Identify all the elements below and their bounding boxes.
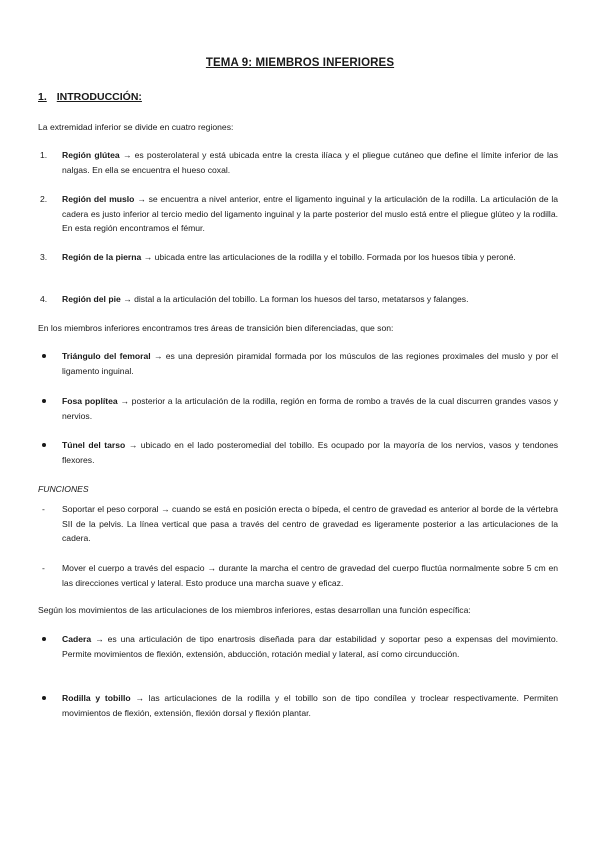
list-item-region-leg [40, 250, 558, 265]
description: es una articulación de tipo enartrosis diseñada para dar estabilidad y soportar peso a expensas del movimiento. Permite movimientos de flexión, extensión, abducción, rotación medial y lateral, así como circunducción. [62, 634, 558, 659]
description: es una depresión piramidal formada por los músculos de las regiones proximales del muslo y por el ligamento inguinal. [62, 351, 558, 376]
section-number: 1. [38, 91, 47, 103]
description: cuando se está en posición erecta o bípeda, el centro de gravedad es anterior al borde de la vértebra SII de la pelvis. La línea vertical que pasa a través del centro de gravedad es ligeramente posterior a las articulaciones de la cadera. [62, 504, 559, 543]
section-title: INTRODUCCIÓN: [56, 91, 142, 103]
arrow-icon: → [207, 563, 216, 573]
section-heading [38, 91, 142, 103]
description: posterior a la articulación de la rodilla, región en forma de rombo a través de la cual discurren grandes vasos y nervios. [62, 396, 558, 421]
arrow-icon: → [123, 294, 132, 304]
list-number: 2. [40, 194, 48, 204]
description: durante la marcha el centro de gravedad del cuerpo fluctúa normalmente sobre 5 cm en las direcciones vertical y lateral. Esto produce una marcha suave y eficaz. [62, 563, 559, 588]
description: es posterolateral y está ubicada entre la cresta ilíaca y el pliegue cutáneo que define el límite inferior de las nalgas. En ella se encuentra el hueso coxal. [62, 150, 559, 175]
functions-heading: FUNCIONES [38, 484, 89, 494]
list-number: 4. [40, 294, 48, 304]
arrow-icon: → [120, 396, 129, 406]
arrow-icon: → [128, 440, 138, 450]
list-item-tarsal-tunnel [62, 438, 558, 467]
bullet-icon [42, 443, 46, 447]
term: Región del pie [62, 294, 121, 304]
list-item-femoral-triangle [62, 349, 558, 378]
term: Fosa poplítea [62, 396, 118, 406]
joints-intro-paragraph: Según los movimientos de las articulaciones de los miembros inferiores, estas desarrollan una función específica: [38, 605, 471, 615]
intro-paragraph: La extremidad inferior se divide en cuatro regiones: [38, 122, 234, 132]
term: Cadera [62, 634, 92, 644]
list-item-move-body [42, 561, 559, 590]
description: se encuentra a nivel anterior, entre el ligamento inguinal y la articulación de la rodilla. La articulación de la cadera es justo inferior al tercio medio del ligamento inguinal y la parte posterior del muslo está entre el pliegue glúteo y la rodilla. En esta región encontramos el fémur. [62, 194, 559, 233]
term: Región glútea [62, 150, 120, 160]
term: Región de la pierna [62, 252, 142, 262]
list-item-support-weight [42, 502, 559, 546]
term: Rodilla y tobillo [62, 693, 131, 703]
arrow-icon: → [161, 504, 170, 514]
list-item-region-thigh [40, 192, 559, 236]
description: ubicado en el lado posteromedial del tobillo. Es ocupado por la mayoría de los nervios, vasos y tendones flexores. [62, 440, 559, 465]
list-item-region-gluteal [40, 148, 559, 177]
term: Mover el cuerpo a través del espacio [62, 563, 205, 573]
arrow-icon: → [122, 150, 132, 160]
list-item-hip [62, 632, 558, 661]
bullet-icon [42, 696, 46, 700]
arrow-icon: → [95, 634, 104, 644]
term: Triángulo del femoral [62, 351, 151, 361]
list-item-knee-ankle [62, 691, 558, 720]
list-item-popliteal-fossa [62, 394, 558, 423]
description: las articulaciones de la rodilla y el tobillo son de tipo condílea y troclear respectivamente. Permiten movimientos de flexión, extensión, flexión dorsal y flexión plantar. [62, 693, 559, 718]
term: Soportar el peso corporal [62, 504, 159, 514]
description: ubicada entre las articulaciones de la rodilla y el tobillo. Formada por los huesos tibia y peroné. [154, 252, 516, 262]
bullet-icon [42, 637, 46, 641]
list-item-region-foot [40, 292, 558, 307]
document-title: TEMA 9: MIEMBROS INFERIORES [205, 57, 395, 69]
transition-intro-paragraph: En los miembros inferiores encontramos tres áreas de transición bien diferenciadas, que son: [38, 323, 394, 333]
bullet-icon [42, 399, 46, 403]
list-number: 1. [40, 150, 48, 160]
arrow-icon: → [143, 252, 153, 262]
arrow-icon: → [135, 693, 144, 703]
arrow-icon: → [153, 351, 163, 361]
dash-marker: - [42, 563, 45, 573]
arrow-icon: → [137, 194, 146, 204]
description: distal a la articulación del tobillo. La forman los huesos del tarso, metatarsos y falanges. [134, 294, 469, 304]
dash-marker: - [42, 504, 45, 514]
term: Túnel del tarso [62, 440, 126, 450]
list-number: 3. [40, 252, 48, 262]
term: Región del muslo [62, 194, 135, 204]
bullet-icon [42, 354, 46, 358]
